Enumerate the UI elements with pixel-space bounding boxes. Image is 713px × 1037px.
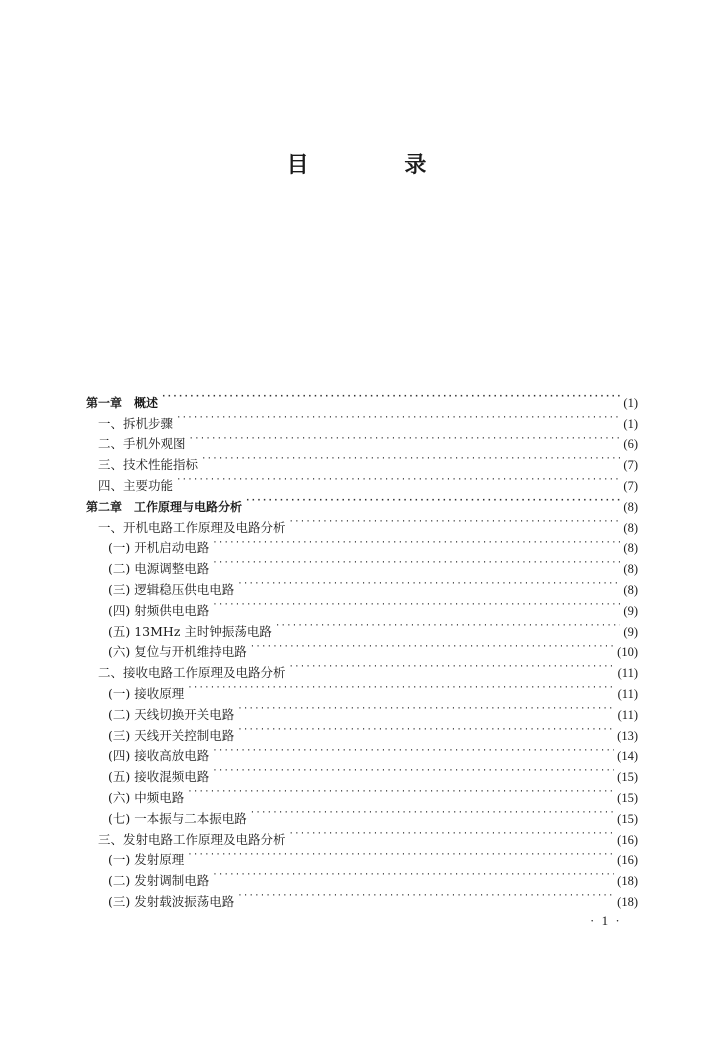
toc-entry-page: (9) xyxy=(623,603,638,618)
toc-entry-label: (五) 13MHz 主时钟振荡电路 xyxy=(108,623,272,639)
toc-entry-label: (二) 发射调制电路 xyxy=(108,873,210,889)
toc-dot-leader xyxy=(187,844,614,865)
toc-entry-label: 一、开机电路工作原理及电路分析 xyxy=(98,519,286,535)
toc-dot-leader xyxy=(212,552,620,573)
toc-entry-label: (二) 电源调整电路 xyxy=(108,561,210,577)
toc-dot-leader xyxy=(289,823,615,844)
toc-entry-page: (6) xyxy=(623,437,638,452)
toc-entry-label: 三、技术性能指标 xyxy=(98,457,199,473)
toc-entry-page: (15) xyxy=(617,790,638,805)
toc-entry-page: (8) xyxy=(623,562,638,577)
toc-entry-page: (16) xyxy=(617,853,638,868)
toc-dot-leader xyxy=(187,677,614,698)
toc-entry-label: (一) 发射原理 xyxy=(108,852,185,868)
toc-entry-label: (五) 接收混频电路 xyxy=(108,769,210,785)
toc-entry[interactable] xyxy=(86,386,638,410)
toc-dot-leader xyxy=(237,573,620,594)
toc-dot-leader xyxy=(212,864,614,885)
page-title: 目 录 xyxy=(286,153,471,178)
toc-dot-leader xyxy=(245,490,620,511)
toc-entry-label: (三) 逻辑稳压供电电路 xyxy=(108,581,235,597)
toc-dot-leader xyxy=(237,698,614,719)
toc-entry-label: (三) 发射载波振荡电路 xyxy=(108,893,235,909)
footer-page-number: · 1 · xyxy=(590,913,622,928)
toc-entry-page: (8) xyxy=(623,499,638,514)
toc-entry-label: (七) 一本振与二本振电路 xyxy=(108,810,247,826)
toc-entry-page: (11) xyxy=(617,707,638,722)
toc-entry-label: (六) 中频电路 xyxy=(108,789,185,805)
toc-dot-leader xyxy=(212,594,620,615)
toc-dot-leader xyxy=(250,636,614,657)
toc-entry-label: 第一章 概述 xyxy=(86,395,159,410)
toc-entry-label: (三) 天线开关控制电路 xyxy=(108,727,235,743)
toc-entry-page: (8) xyxy=(623,541,638,556)
toc-dot-leader xyxy=(189,428,621,449)
toc-dot-leader xyxy=(212,740,614,761)
toc-entry-label: (四) 接收高放电路 xyxy=(108,748,210,764)
toc-entry-label: (六) 复位与开机维持电路 xyxy=(108,644,247,660)
toc-dot-leader xyxy=(289,656,615,677)
toc-entry-page: (11) xyxy=(617,666,638,681)
toc-dot-leader xyxy=(250,802,614,823)
toc-entry-page: (14) xyxy=(617,749,638,764)
toc-dot-leader xyxy=(289,511,621,532)
toc-entry-page: (15) xyxy=(617,770,638,785)
toc-entry-label: 三、发射电路工作原理及电路分析 xyxy=(98,831,286,847)
toc-entry-page: (10) xyxy=(617,645,638,660)
toc-entry-page: (9) xyxy=(623,624,638,639)
toc-entry-label: 四、主要功能 xyxy=(98,477,174,493)
toc-entry-page: (13) xyxy=(617,728,638,743)
toc-entry-label: (二) 天线切换开关电路 xyxy=(108,706,235,722)
toc-entry-label: (四) 射频供电电路 xyxy=(108,602,210,618)
toc-entry-page: (8) xyxy=(623,520,638,535)
toc-entry-page: (1) xyxy=(623,395,638,410)
toc-entry-page: (11) xyxy=(617,686,638,701)
toc-dot-leader xyxy=(176,469,620,490)
toc-entry-page: (7) xyxy=(623,458,638,473)
toc-dot-leader xyxy=(237,885,614,906)
table-of-contents xyxy=(86,386,638,909)
toc-entry-label: (一) 接收原理 xyxy=(108,685,185,701)
toc-entry-page: (16) xyxy=(617,832,638,847)
toc-dot-leader xyxy=(176,407,620,428)
toc-dot-leader xyxy=(237,719,614,740)
toc-dot-leader xyxy=(201,448,620,469)
toc-entry-page: (15) xyxy=(617,811,638,826)
toc-entry-label: (一) 开机启动电路 xyxy=(108,540,210,556)
toc-entry[interactable] xyxy=(86,407,638,431)
toc-dot-leader xyxy=(187,781,614,802)
toc-dot-leader xyxy=(212,532,620,553)
toc-dot-leader xyxy=(161,386,620,407)
toc-entry-label: 一、拆机步骤 xyxy=(98,415,174,431)
toc-entry-page: (1) xyxy=(623,416,638,431)
toc-dot-leader xyxy=(275,615,621,636)
toc-entry-label: 二、接收电路工作原理及电路分析 xyxy=(98,665,286,681)
toc-entry-label: 二、手机外观图 xyxy=(98,436,186,452)
toc-entry-page: (18) xyxy=(617,894,638,909)
toc-entry-label: 第二章 工作原理与电路分析 xyxy=(86,499,243,514)
toc-entry-page: (18) xyxy=(617,874,638,889)
toc-dot-leader xyxy=(212,760,614,781)
toc-entry-page: (7) xyxy=(623,478,638,493)
toc-entry-page: (8) xyxy=(623,582,638,597)
